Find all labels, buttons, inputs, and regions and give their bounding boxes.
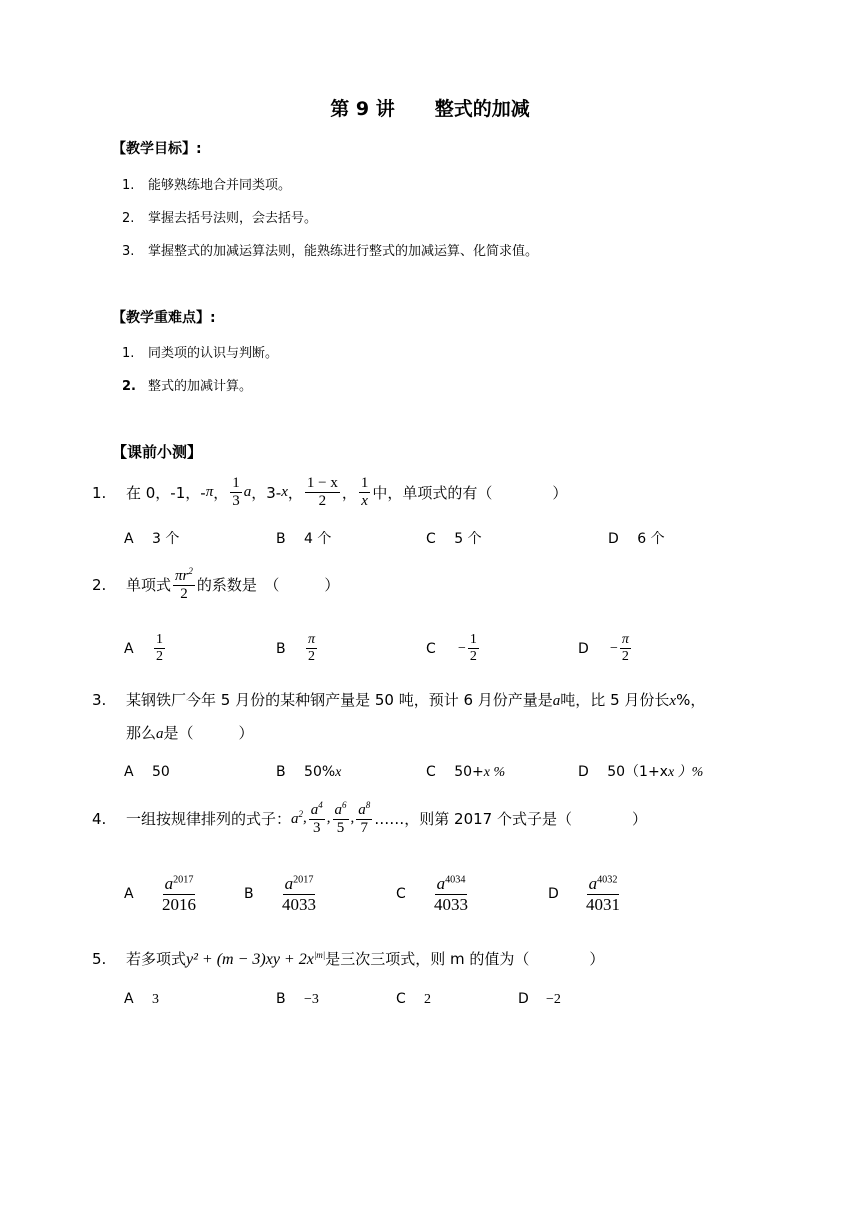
question-3-line-2: 那么a是（ ） <box>126 724 254 742</box>
fraction: $\frac{\pi r^2}{2}$ <box>175 566 193 603</box>
q3-option-c: C 50+x % <box>426 764 506 780</box>
q4-option-c: C $\frac{a^{4034}}{4033}$ <box>396 874 468 914</box>
q2-option-d: D − $\frac{\pi}{2}$ <box>578 632 629 665</box>
lesson-topic: 整式的加减 <box>434 98 530 120</box>
q2-option-a: A $\frac{1}{2}$ <box>124 632 163 665</box>
q4-option-a: A $\frac{a^{2017}}{2016}$ <box>124 874 196 914</box>
objective-item: 1. 能够熟练地合并同类项。 <box>122 178 292 193</box>
q1-option-d: D 6 个 <box>608 531 665 547</box>
q4-option-b: B $\frac{a^{2017}}{4033}$ <box>244 874 316 914</box>
question-5: 5. 若多项式$y^2 + (m - 3)xy + 2x^{|m|}$是三次三项式，则 m 的值为（ ） <box>92 950 605 968</box>
q1-option-b: B 4 个 <box>276 531 332 547</box>
question-3: 3. 某钢铁厂今年 5 月份的某种钢产量是 50 吨，预计 6 月份产量是a吨，比 5 月份长x%， <box>92 691 706 709</box>
keypoint-item: 2. 整式的加减计算。 <box>122 379 253 394</box>
q1-option-c: C 5 个 <box>426 531 482 547</box>
lesson-number: 第 9 讲 <box>330 98 395 120</box>
fraction: $\frac{1}{3}$ <box>232 475 240 510</box>
q2-option-c: C − $\frac{1}{2}$ <box>426 632 477 665</box>
question-4: 4. 一组按规律排列的式子： $a^2$ , $\frac{a^4}{3}$ , $\frac{a^6}{5}$ , $\frac{a^8}{7}$ ……，则第 2017 个式子是（ ） <box>92 800 647 837</box>
q5-option-c: C 2 <box>396 991 431 1007</box>
question-1: 1. 在 0，-1，- π ， $\frac{1}{3}$ a ，3- x ， $\frac{1 - x}{2}$ ， $\frac{1}{x}$ 中，单项式的有（ ） <box>92 475 568 510</box>
fraction: $\frac{1 - x}{2}$ <box>306 475 338 510</box>
q4-option-d: D $\frac{a^{4032}}{4031}$ <box>548 874 620 914</box>
objective-item: 3. 掌握整式的加减运算法则，能熟练进行整式的加减运算、化简求值。 <box>122 244 539 259</box>
q5-option-d: D −2 <box>518 991 561 1007</box>
q1-option-a: A 3 个 <box>124 531 180 547</box>
page-title <box>0 94 860 121</box>
keypoints-heading: 【教学重难点】: <box>112 310 216 326</box>
q2-option-b: B $\frac{\pi}{2}$ <box>276 632 316 665</box>
quiz-heading: 【课前小测】 <box>112 443 203 461</box>
q3-option-d: D 50（1+xx ）% <box>578 764 704 780</box>
objective-item: 2. 掌握去括号法则，会去括号。 <box>122 211 318 226</box>
keypoint-item: 1. 同类项的认识与判断。 <box>122 346 279 361</box>
question-2: 2. 单项式 $\frac{\pi r^2}{2}$ 的系数是 （ ） <box>92 566 340 603</box>
objectives-heading: 【教学目标】: <box>112 141 202 157</box>
q5-option-a: A 3 <box>124 991 159 1007</box>
q3-option-a: A 50 <box>124 764 170 780</box>
q5-option-b: B −3 <box>276 991 319 1007</box>
fraction: $\frac{1}{x}$ <box>360 475 369 510</box>
q3-option-b: B 50%x <box>276 764 342 780</box>
